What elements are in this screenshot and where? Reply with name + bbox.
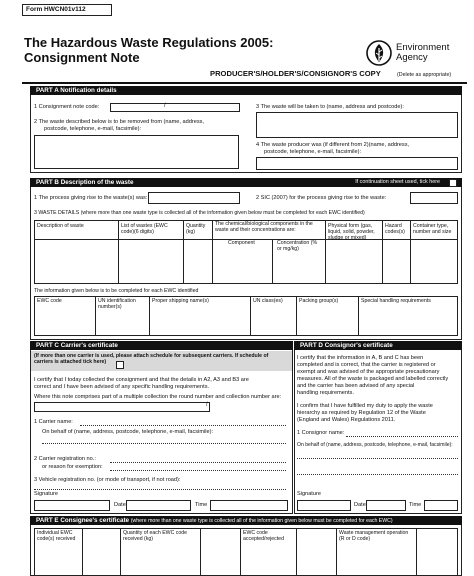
col-hazard-codes: Hazard codes(s)	[385, 223, 405, 236]
title-line-2: Consignment Note	[24, 50, 140, 65]
taken-to-field[interactable]	[256, 112, 458, 138]
consignor-time-field[interactable]	[424, 500, 458, 511]
consignor-cert-line-3: exempt and was advised of the appropriate precautionary	[297, 369, 440, 375]
removed-from-label-2: postcode, telephone, e-mail, facsimile):	[44, 126, 142, 132]
consignor-signature-field[interactable]	[297, 500, 351, 511]
title-line-1: The Hazardous Waste Regulations 2005:	[24, 35, 274, 50]
col-ewc-code: List of wastes (EWC code)(6 digits)	[121, 223, 168, 236]
part-e-header	[30, 516, 462, 525]
consignor-date-label: Date	[354, 502, 366, 508]
info-line: The information given below is to be completed for each EWC identified	[34, 288, 199, 294]
duty-line-1: I confirm that I have fulfilled my duty to apply the waste	[297, 403, 433, 409]
consignor-name-field[interactable]	[346, 436, 458, 437]
carrier-registration-field[interactable]	[110, 462, 286, 463]
col-un-id: UN identification number(s)	[98, 298, 136, 311]
producer-field[interactable]	[256, 157, 458, 170]
waste-col-divider	[212, 220, 213, 284]
taken-to-label: 3 The waste will be taken to (name, address and postcode):	[256, 104, 404, 110]
carrier-time-label: Time	[195, 502, 208, 508]
consignor-cert-line-6: handling requirements.	[297, 390, 354, 396]
round-number-field[interactable]	[34, 402, 210, 412]
col-individual-ewc: Individual EWC code(s) received	[37, 530, 76, 543]
consignor-behalf-label: On behalf of (name, address, postcode, telephone, e-mail, facsimile):	[297, 442, 453, 448]
waste-col-divider	[382, 220, 383, 284]
code-slash-separator: /	[164, 103, 166, 109]
waste-col-divider	[183, 220, 184, 284]
copy-label: PRODUCER'S/HOLDER'S/CONSIGNOR'S COPY	[210, 69, 381, 78]
ewc-col-divider	[250, 296, 251, 336]
waste-col-divider	[325, 220, 326, 284]
col-quantity-received: Quantity of each EWC code received (kg)	[123, 530, 188, 543]
removed-from-label-1: 2 The waste described below is to be removed from (name, address,	[34, 119, 204, 125]
part-e-note: (where more than one waste type is collected all of the information given below must be completed for each EWC)	[130, 518, 393, 524]
ewc-col-divider	[95, 296, 96, 336]
exemption-label: or reason for exemption:	[42, 464, 103, 470]
vehicle-registration-label: 3 Vehicle registration no. (or mode of transport, if not road):	[34, 477, 181, 483]
carrier-registration-label: 2 Carrier registration no.:	[34, 456, 96, 462]
part-e-col-divider	[240, 528, 241, 576]
col-ewc: EWC code	[37, 298, 62, 304]
producer-label-2: postcode, telephone, e-mail, facsimile):	[264, 149, 362, 155]
consignor-time-label: Time	[409, 502, 422, 508]
part-e-col-divider	[200, 528, 201, 576]
consignor-cert-line-1: I certify that the information in A, B and C has been	[297, 355, 424, 361]
col-packing-group: Packing group(s)	[299, 298, 339, 304]
carrier-date-label: Date	[114, 502, 126, 508]
consignor-name-label: 1 Consignor name:	[297, 430, 345, 436]
round-slash-separator: /	[206, 402, 208, 408]
carrier-name-field[interactable]	[80, 425, 286, 426]
carrier-time-field[interactable]	[210, 500, 288, 511]
form-number: Form HWCN01v112	[22, 4, 112, 16]
col-special-handling: Special handling requirements	[361, 298, 431, 304]
carrier-schedule-checkbox[interactable]	[116, 361, 124, 369]
col-description: Description of waste	[37, 223, 84, 229]
vehicle-registration-field[interactable]	[34, 489, 286, 490]
ewc-col-divider	[149, 296, 150, 336]
duty-line-3: (England and Wales) Regulations 2011.	[297, 417, 396, 423]
carrier-cert-line-2: correct and I have been advised of any specific handling requirements.	[34, 384, 210, 390]
carrier-signature-label: Signature	[34, 491, 58, 497]
producer-label-1: 4 The waste producer was (if different from 2)(name, address,	[256, 142, 410, 148]
col-components: The chemical/biological components in the waste and their concentrations are:	[215, 221, 313, 234]
carrier-name-label: 1 Carrier name:	[34, 419, 73, 425]
environment-agency-logo-icon	[366, 40, 392, 66]
agency-name-line-2: Agency	[396, 52, 428, 63]
carrier-cert-line-1: I certify that I today collected the consignment and that the details in A2, A3 and B3 are	[34, 377, 249, 383]
duty-line-2: hierarchy as required by Regulation 12 of the Waste	[297, 410, 426, 416]
ewc-col-divider	[296, 296, 297, 336]
col-component: Component	[228, 240, 255, 246]
carrier-behalf-label: On behalf of (name, address, postcode, telephone, e-mail, facsimile):	[42, 429, 214, 435]
consignment-code-label: 1 Consignment note code:	[34, 104, 100, 110]
part-e-title: PART E Consignee's certificate	[36, 517, 130, 524]
part-e-col-divider	[82, 528, 83, 576]
carrier-behalf-field[interactable]	[42, 443, 286, 444]
carrier-signature-field[interactable]	[34, 500, 110, 511]
exemption-field[interactable]	[110, 470, 286, 471]
agency-name-line-1: Environment	[396, 42, 450, 53]
part-e-col-divider	[336, 528, 337, 576]
consignor-behalf-field-2[interactable]	[297, 474, 458, 475]
consignor-cert-line-2: completed and is correct, that the carrier is registered or	[297, 362, 436, 368]
part-b-header	[30, 178, 462, 187]
col-accepted-rejected: EWC code accepted/rejected	[243, 530, 284, 543]
header-rule	[22, 82, 467, 84]
carrier-date-field[interactable]	[126, 500, 191, 511]
col-un-class: UN class(es)	[253, 298, 283, 304]
waste-col-divider	[272, 239, 273, 284]
col-shipping-name: Proper shipping name(s)	[152, 298, 209, 304]
consignor-date-field[interactable]	[366, 500, 406, 511]
waste-col-divider	[410, 220, 411, 284]
process-label: 1 The process giving rise to the waste(s) was:	[34, 195, 148, 201]
col-container: Container type, number and size	[413, 223, 452, 236]
multiple-collection-label: Where this note comprises part of a multiple collection the round number and collection number are:	[34, 394, 282, 400]
part-e-col-divider	[296, 528, 297, 576]
part-e-col-divider	[120, 528, 121, 576]
col-physical-form: Physical form (gas, liquid, solid, powder, sludge or mixed)	[328, 223, 375, 242]
part-b-title: PART B Description of the waste	[36, 179, 134, 186]
waste-details-label: 3 WASTE DETAILS (where more than one waste type is collected all of the information given below must be completed for each EWC identified)	[34, 210, 365, 216]
part-c-header: PART C Carrier's certificate	[30, 341, 293, 350]
copy-note: (Delete as appropriate)	[397, 72, 452, 78]
ewc-col-divider	[358, 296, 359, 336]
part-a-header: PART A Notification details	[30, 86, 462, 95]
consignor-cert-line-4: measures. All of the waste is packaged and labelled correctly	[297, 376, 449, 382]
removed-from-field[interactable]	[34, 135, 239, 169]
part-d-header: PART D Consignor's certificate	[294, 341, 462, 350]
consignor-cert-line-5: and the carrier has been advised of any special	[297, 383, 415, 389]
sic-field[interactable]	[410, 192, 458, 204]
col-waste-management-operation: Waste management operation (R or D code)	[339, 530, 409, 543]
part-c-note: (If more than one carrier is used, please attach schedule for subsequent carriers. If schedule of carriers is attached tick here)	[34, 353, 269, 366]
consignor-behalf-field[interactable]	[297, 458, 458, 459]
col-concentration: Concentration (% or mg/kg)	[277, 240, 318, 253]
sic-label: 2 SIC (2007) for the process giving rise to the waste:	[256, 195, 387, 201]
col-quantity: Quantity (kg)	[186, 223, 206, 236]
part-e-col-divider	[416, 528, 417, 576]
consignor-signature-label: Signature	[297, 491, 321, 497]
consignment-code-field[interactable]	[110, 103, 240, 112]
continuation-label: If continuation sheet used, tick here	[355, 179, 440, 185]
process-field[interactable]	[148, 192, 240, 204]
continuation-checkbox[interactable]	[449, 179, 457, 187]
waste-col-divider	[118, 220, 119, 284]
